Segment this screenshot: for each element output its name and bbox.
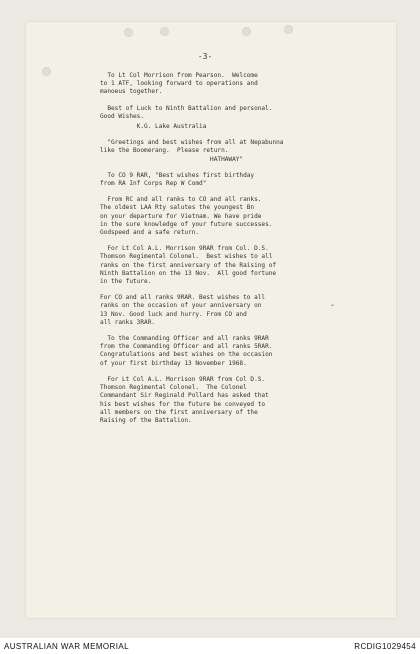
message-paragraph: From RC and all ranks to CO and all ranks. The oldest LAA Rty salutes the youngest Bn on your departure for Vietnam. We have pride in the sure knowledge of your future successes. Godspeed and a safe return.	[100, 196, 273, 237]
page-number: -3-	[198, 52, 213, 61]
message-paragraph: "Greetings and best wishes from all at Nepabunna like the Boomerang. Please return. HATHAWAY"	[100, 139, 284, 163]
telegram-messages	[100, 72, 332, 425]
message-paragraph: For Lt Col A.L. Morrison 9RAR from Col D.S. Thomson Regimental Colonel. The Colonel Commandant Sir Reginald Pollard has asked that his best wishes for the future be conveyed to all members on the first anniversary of the Raising of the Battalion.	[100, 375, 269, 424]
message-paragraph: To Lt Col Morrison from Pearson. Welcome to 1 ATF, looking forward to operations and manoeus together.	[100, 72, 258, 96]
archive-credit: AUSTRALIAN WAR MEMORIAL	[4, 642, 129, 651]
record-id: RCDIG1029454	[354, 642, 416, 651]
message-paragraph: For CO and all ranks 9RAR. Best wishes to all ranks on the occasion of your anniversary on 13 Nov. Good luck and hurry. From CO and all ranks 3RAR.	[100, 294, 266, 326]
punch-hole	[124, 28, 133, 37]
message-signature: K.G. Lake Australia	[100, 123, 207, 131]
punch-hole	[160, 27, 169, 36]
message-paragraph: Best of Luck to Ninth Battalion and personal. Good Wishes.	[100, 104, 273, 120]
punch-hole	[42, 67, 51, 76]
message-paragraph: To CO 9 RAR, "Best wishes first birthday from RA Inf Corps Rep W Comd"	[100, 171, 255, 188]
punch-hole	[284, 25, 293, 34]
message-paragraph: For Lt Col A.L. Morrison 9RAR from Col. D.S. Thomson Regimental Colonel. Best wishes to all ranks on the first anniversary of the Raising of Ninth Battalion on the 13 Nov. All good fortune in the future.	[100, 245, 277, 286]
punch-hole	[242, 27, 251, 36]
pencil-mark: ˇ	[330, 304, 335, 313]
message-paragraph: To the Commanding Officer and all ranks 9RAR from the Commanding Officer and all ranks 5RAR. Congratulations and best wishes on the occasion of your first birthday 13 November 1968.	[100, 335, 273, 367]
